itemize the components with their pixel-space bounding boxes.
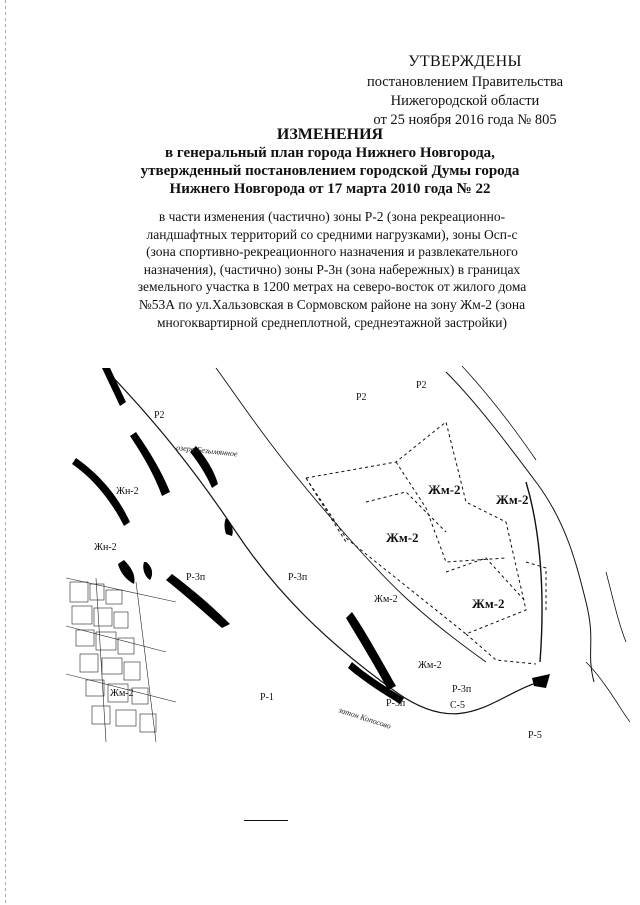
approval-line-3: от 25 ноября 2016 года № 805 (373, 112, 557, 128)
desc-line-7: многоквартирной среднеплотной, среднеэтажной застройки) (156, 314, 508, 330)
title-line-1: в генеральный план города Нижнего Новгорода, (165, 145, 495, 161)
water-body (143, 562, 152, 580)
label-lake: озеро Безымянное (175, 443, 238, 459)
label-r3p-left: Р-3п (186, 572, 206, 583)
label-r3p-center: Р-3п (288, 572, 308, 583)
label-r1: Р-1 (260, 692, 274, 703)
label-r3n-bottom: Р-3п (386, 698, 406, 709)
zoning-map-svg (66, 362, 630, 766)
title-main: ИЗМЕНЕНИЯ (276, 126, 384, 143)
label-zh2-lower: Жн-2 (94, 542, 117, 553)
label-zhm2-bold-3: Жм-2 (386, 530, 419, 545)
approval-block (330, 52, 600, 130)
title-line-2: утвержденный постановлением городской Думы города (140, 163, 520, 179)
zoning-map (66, 362, 630, 766)
city-blocks (66, 578, 176, 742)
label-zhm2-bold-4: Жм-2 (472, 596, 505, 611)
road-line (526, 482, 542, 662)
scan-edge (5, 0, 6, 905)
water-body (532, 674, 550, 688)
label-r5: Р-5 (528, 730, 542, 741)
zone-boundaries (306, 422, 546, 664)
desc-line-3: (зона спортивно-рекреационного назначения и развлекательного (146, 244, 518, 260)
river-bank-line (106, 370, 546, 714)
end-rule (244, 820, 288, 821)
label-p2-left: Р2 (154, 410, 165, 421)
desc-line-2: ландшафтных территорий со средними нагрузками), зоны Осп-с (146, 226, 518, 242)
label-p2-upper-right: Р2 (416, 380, 427, 391)
label-p2-top: Р2 (356, 392, 367, 403)
coastline (606, 572, 626, 642)
label-r3n-right: Р-3п (452, 684, 472, 695)
desc-line-1: в части изменения (частично) зоны Р-2 (зона рекреационно- (158, 209, 506, 224)
document-title (130, 126, 530, 198)
label-bay: затон Копосово (337, 705, 393, 731)
label-zh2-upper: Жн-2 (116, 486, 139, 497)
approval-heading: УТВЕРЖДЕНЫ (408, 53, 522, 70)
label-zhm2-bold-1: Жм-2 (428, 482, 461, 497)
desc-line-5: земельного участка в 1200 метрах на северо-восток от жилого дома (137, 279, 527, 295)
label-zhm2-bold-2: Жм-2 (496, 492, 529, 507)
desc-line-4: назначения), (частично) зоны Р-3н (зона набережных) в границах (143, 261, 521, 277)
coastline (462, 366, 536, 460)
water-body (118, 560, 135, 584)
coastline (586, 662, 630, 722)
label-osp: С-5 (450, 700, 465, 711)
label-zhm2-small-2: Жм-2 (418, 660, 442, 671)
approval-line-2: Нижегородской области (390, 93, 540, 109)
label-zhm2-small-left: Жм-2 (110, 688, 134, 699)
document-description (108, 208, 556, 331)
desc-line-6: №53А по ул.Хальзовская в Сормовском районе на зону Жм-2 (зона (138, 296, 526, 312)
label-zhm2-small-1: Жм-2 (374, 594, 398, 605)
title-line-3: Нижнего Новгорода от 17 марта 2010 года № 22 (169, 181, 491, 197)
approval-line-1: постановлением Правительства (366, 74, 564, 90)
